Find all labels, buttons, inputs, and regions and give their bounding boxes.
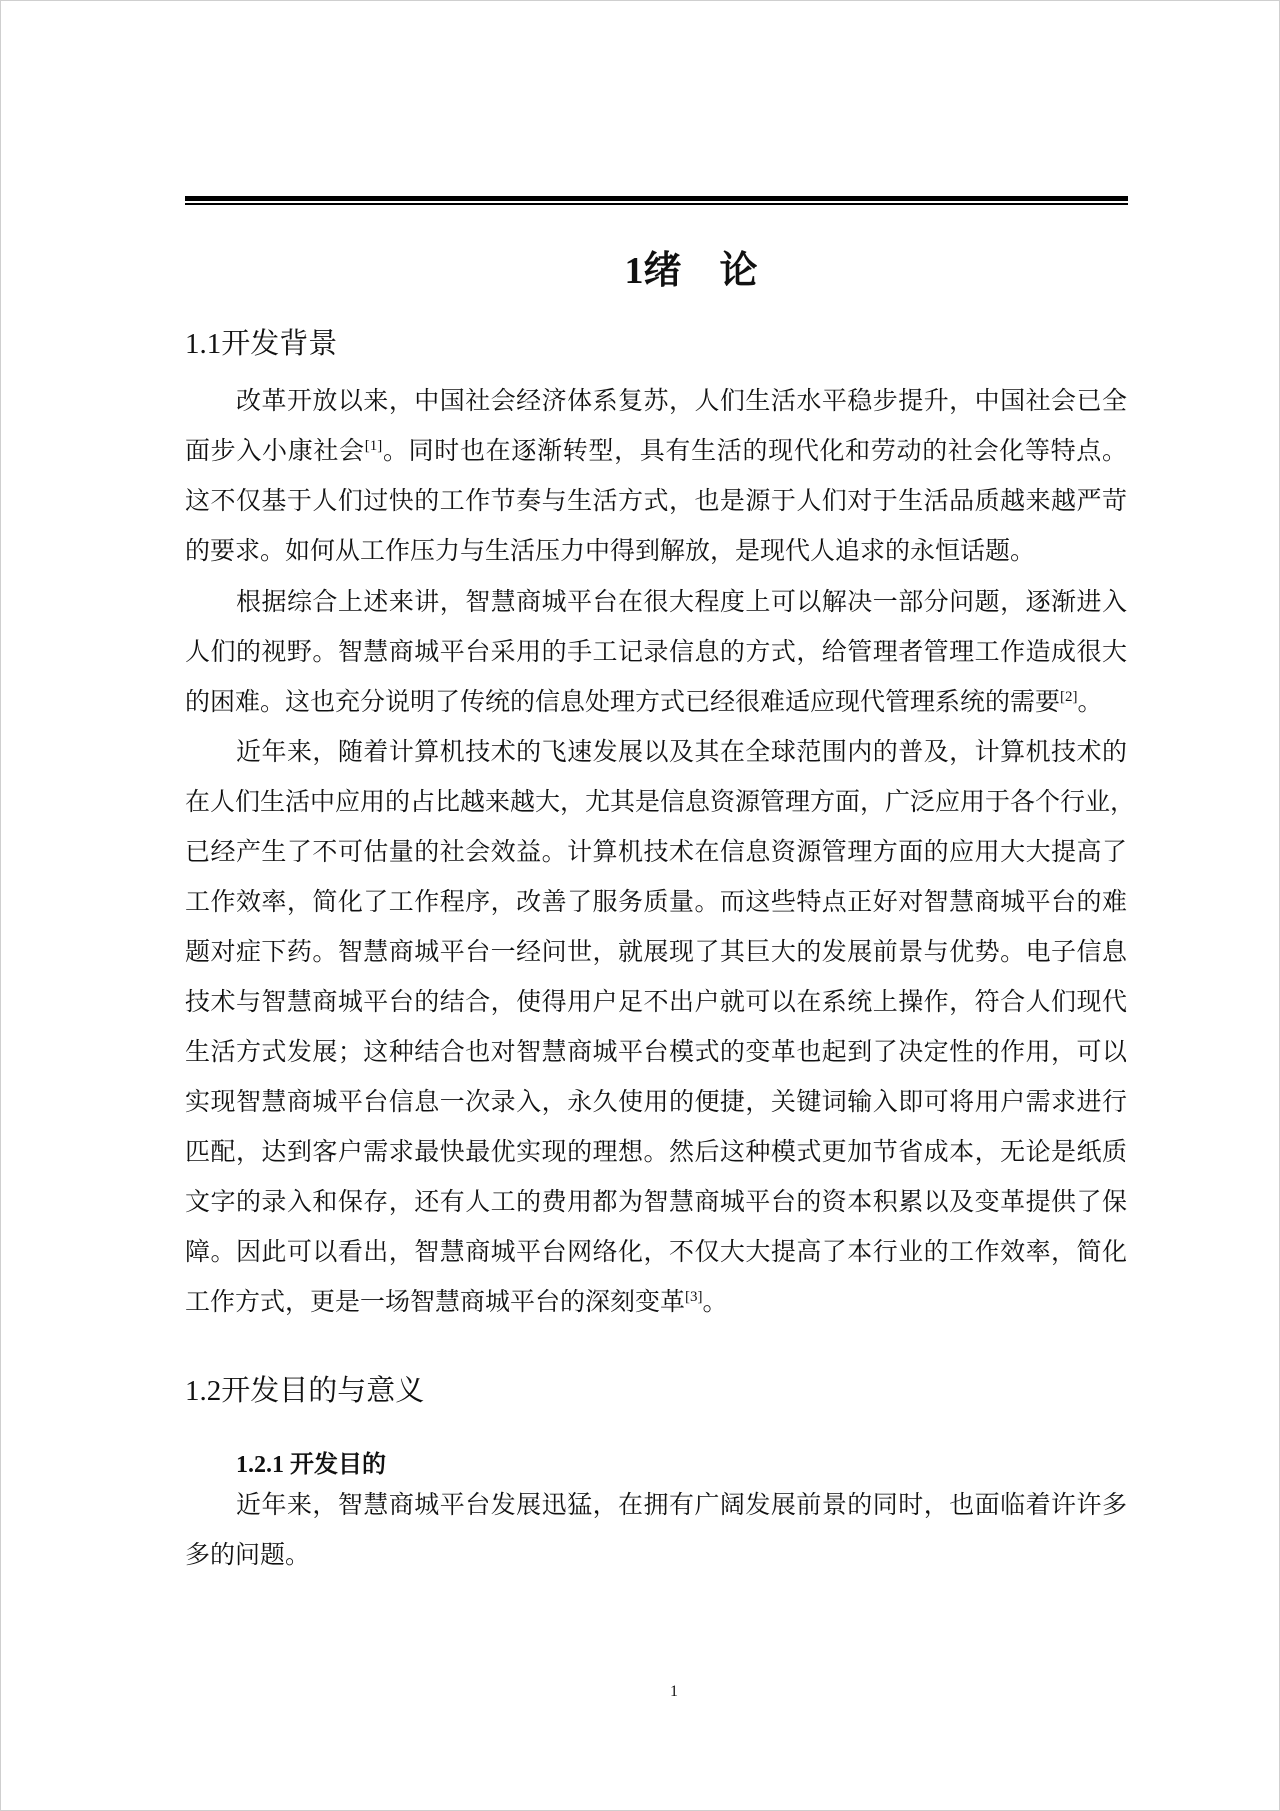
citation-reference: [2] (1060, 689, 1078, 705)
text-span: 。 (702, 1289, 728, 1316)
chapter-title: 1绪 论 (624, 250, 758, 292)
text-line (185, 1278, 1127, 1328)
text-line (185, 1028, 1127, 1078)
text-span: 这不仅基于人们过快的工作节奏与生活方式，也是源于人们对于生活品质越来越严苛 (185, 488, 1127, 515)
text-line (185, 628, 1127, 678)
text-line (185, 1481, 1127, 1531)
text-line (185, 678, 1127, 728)
text-line (185, 1078, 1127, 1128)
citation-reference: [3] (685, 1289, 703, 1305)
text-span: 的要求。如何从工作压力与生活压力中得到解放，是现代人追求的永恒话题。 (185, 538, 1036, 565)
text-line (185, 1128, 1127, 1178)
paragraph (185, 578, 1127, 728)
text-line (185, 578, 1127, 628)
paragraph (185, 728, 1136, 1328)
text-line (185, 928, 1127, 978)
header-rule-thin (185, 203, 1128, 205)
text-line (185, 828, 1127, 878)
citation-reference: [1] (364, 438, 383, 454)
text-line (185, 1531, 1127, 1581)
section-heading-1-1: 1.1开发背景 (185, 328, 338, 360)
subsection-heading-1-2-1: 1.2.1 开发目的 (236, 1452, 386, 1478)
text-line (185, 527, 1127, 577)
text-span: 面步入小康社会 (185, 438, 365, 465)
text-line (185, 728, 1127, 778)
text-span: 近年来，随着计算机技术的飞速发展以及其在全球范围内的普及，计算机技术的 (236, 739, 1127, 766)
text-span: 的困难。这也充分说明了传统的信息处理方式已经很难适应现代管理系统的需要 (185, 689, 1061, 716)
text-span: 技术与智慧商城平台的结合，使得用户足不出户就可以在系统上操作，符合人们现代 (185, 989, 1127, 1016)
text-span: 根据综合上述来讲，智慧商城平台在很大程度上可以解决一部分问题，逐渐进入 (236, 589, 1127, 616)
text-span: 人们的视野。智慧商城平台采用的手工记录信息的方式，给管理者管理工作造成很大 (185, 639, 1127, 666)
text-line (185, 427, 1127, 477)
text-span: 实现智慧商城平台信息一次录入，永久使用的便捷，关键词输入即可将用户需求进行 (185, 1089, 1127, 1116)
paragraph (185, 1481, 1127, 1581)
text-span: 障。因此可以看出，智慧商城平台网络化，不仅大大提高了本行业的工作效率，简化 (185, 1239, 1127, 1266)
text-line (185, 1178, 1127, 1228)
text-span: 在人们生活中应用的占比越来越大，尤其是信息资源管理方面，广泛应用于各个行业， (185, 789, 1136, 816)
text-line (185, 978, 1127, 1028)
header-rule-thick (185, 196, 1128, 201)
text-line (185, 377, 1127, 427)
text-span: 改革开放以来，中国社会经济体系复苏，人们生活水平稳步提升，中国社会已全 (236, 388, 1127, 415)
text-span: 已经产生了不可估量的社会效益。计算机技术在信息资源管理方面的应用大大提高了 (185, 839, 1127, 866)
page-number: 1 (670, 1683, 678, 1700)
text-line (185, 477, 1127, 527)
text-span: 工作效率，简化了工作程序，改善了服务质量。而这些特点正好对智慧商城平台的难 (185, 889, 1127, 916)
text-line (185, 778, 1136, 828)
text-span: 。同时也在逐渐转型，具有生活的现代化和劳动的社会化等特点。 (382, 438, 1127, 465)
text-span: 生活方式发展；这种结合也对智慧商城平台模式的变革也起到了决定性的作用，可以 (185, 1039, 1127, 1066)
text-span: 近年来，智慧商城平台发展迅猛，在拥有广阔发展前景的同时，也面临着许许多 (236, 1492, 1127, 1519)
text-span: 文字的录入和保存，还有人工的费用都为智慧商城平台的资本积累以及变革提供了保 (185, 1189, 1127, 1216)
text-line (185, 878, 1127, 928)
paragraph (185, 377, 1127, 577)
text-span: 匹配，达到客户需求最快最优实现的理想。然后这种模式更加节省成本，无论是纸质 (185, 1139, 1127, 1166)
text-span: 题对症下药。智慧商城平台一经问世，就展现了其巨大的发展前景与优势。电子信息 (185, 939, 1127, 966)
text-span: 工作方式，更是一场智慧商城平台的深刻变革 (185, 1289, 686, 1316)
section-heading-1-2: 1.2开发目的与意义 (185, 1375, 425, 1407)
text-line (185, 1228, 1127, 1278)
text-span: 。 (1077, 689, 1103, 716)
text-span: 多的问题。 (185, 1542, 311, 1569)
